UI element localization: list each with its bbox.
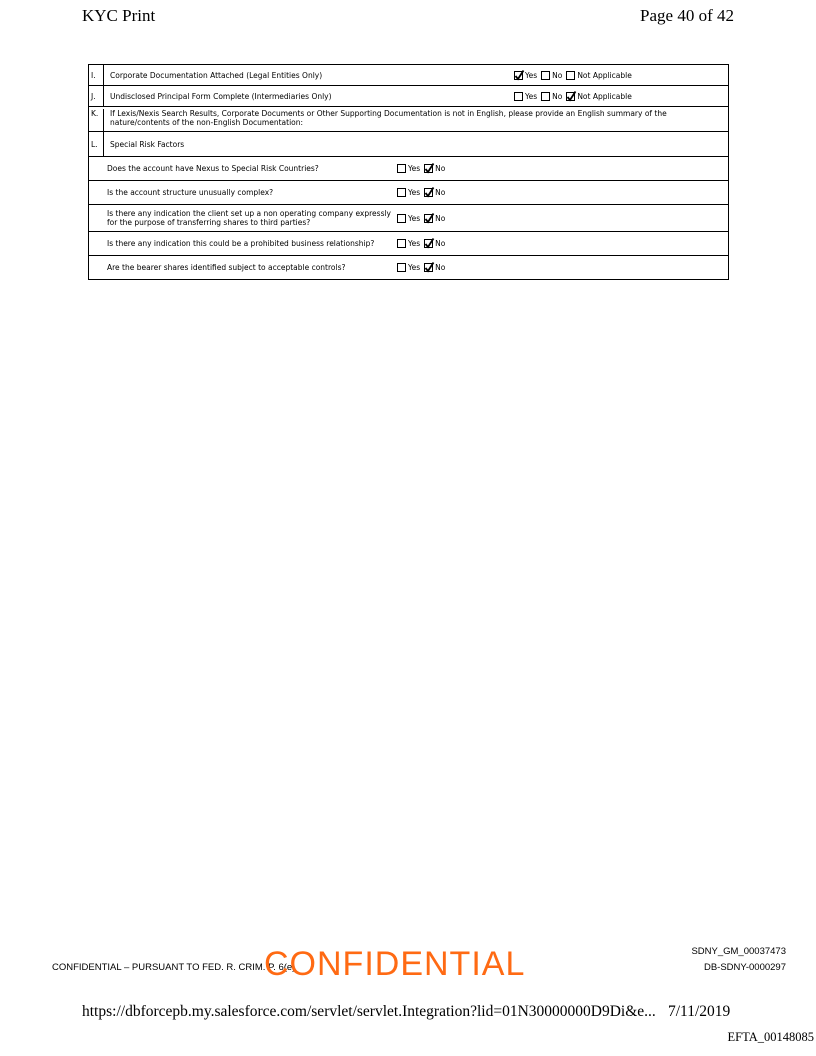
risk-factor-row — [89, 231, 728, 255]
checked-checkbox-icon — [424, 214, 433, 223]
item-k-text: If Lexis/Nexis Search Results, Corporate Documents or Other Supporting Documentation is not in English, please provide an English summary of the nature/contents of the non-English Documentation: — [110, 109, 667, 127]
bates-number-2: DB-SDNY-0000297 — [703, 962, 786, 973]
risk-factor-answer — [397, 164, 728, 173]
risk-factor-question: Is there any indication this could be a prohibited business relationship? — [107, 239, 375, 248]
option-yes — [514, 71, 537, 80]
checked-checkbox-icon — [424, 239, 433, 248]
option-label: Yes — [525, 70, 538, 80]
option-label: Yes — [408, 239, 421, 248]
option-label: Not Applicable — [577, 91, 632, 101]
option-label: No — [435, 188, 446, 197]
option-yes — [397, 239, 420, 248]
option-no — [541, 92, 562, 101]
option-label: Yes — [525, 91, 538, 101]
item-row — [89, 85, 728, 106]
risk-factor-question: Is there any indication the client set up a non operating company expressly for the purpose of transferring shares to third parties? — [107, 209, 392, 227]
item-l-row — [89, 131, 728, 156]
page-number: Page 40 of 42 — [640, 6, 734, 25]
item-text: Corporate Documentation Attached (Legal Entities Only) — [110, 70, 323, 80]
efta-number: EFTA_00148085 — [727, 1030, 814, 1044]
unchecked-checkbox-icon — [397, 164, 406, 173]
unchecked-checkbox-icon — [541, 92, 550, 101]
option-label: No — [552, 91, 563, 101]
option-yes — [514, 92, 537, 101]
option-label: Yes — [408, 263, 421, 272]
item-row — [89, 64, 728, 85]
option-no — [424, 164, 445, 173]
option-no — [424, 214, 445, 223]
item-options — [514, 92, 636, 101]
risk-factor-answer — [397, 239, 728, 248]
item-letter: K. — [89, 109, 104, 131]
unchecked-checkbox-icon — [566, 71, 575, 80]
unchecked-checkbox-icon — [397, 188, 406, 197]
risk-factor-row — [89, 156, 728, 180]
risk-factor-question: Are the bearer shares identified subject to acceptable controls? — [107, 263, 346, 272]
item-k-row — [89, 106, 728, 131]
option-label: No — [435, 239, 446, 248]
bates-number-1: SDNY_GM_00037473 — [691, 946, 786, 957]
option-yes — [397, 164, 420, 173]
item-letter: J. — [89, 86, 104, 106]
item-text: Undisclosed Principal Form Complete (Intermediaries Only) — [110, 91, 332, 101]
kyc-form-table — [88, 64, 729, 280]
checked-checkbox-icon — [566, 92, 575, 101]
option-yes — [397, 214, 420, 223]
source-url: https://dbforcepb.my.salesforce.com/servlet/servlet.Integration?lid=01N30000000D9Di&e... — [82, 1003, 656, 1020]
checked-checkbox-icon — [424, 164, 433, 173]
item-letter: I. — [89, 65, 104, 85]
risk-factor-question: Does the account have Nexus to Special Risk Countries? — [107, 164, 319, 173]
option-not-applicable — [566, 92, 632, 101]
risk-factor-answer — [397, 263, 728, 272]
item-letter: L. — [89, 132, 104, 156]
option-label: Yes — [408, 188, 421, 197]
unchecked-checkbox-icon — [397, 214, 406, 223]
option-label: Yes — [408, 213, 421, 223]
option-not-applicable — [566, 71, 632, 80]
checked-checkbox-icon — [514, 71, 523, 80]
header-title: KYC Print — [82, 6, 156, 25]
confidential-notice: CONFIDENTIAL – PURSUANT TO FED. R. CRIM. P. 6(e) — [52, 962, 296, 973]
option-label: No — [435, 263, 446, 272]
print-date: 7/11/2019 — [668, 1003, 731, 1020]
item-options — [514, 71, 636, 80]
option-no — [541, 71, 562, 80]
items-container — [89, 64, 728, 106]
option-label: No — [435, 213, 446, 223]
option-label: Yes — [408, 164, 421, 173]
option-no — [424, 188, 445, 197]
unchecked-checkbox-icon — [541, 71, 550, 80]
risk-factors-list — [89, 156, 728, 279]
confidential-stamp: CONFIDENTIAL — [264, 945, 526, 983]
risk-factor-row — [89, 180, 728, 204]
risk-factor-row — [89, 255, 728, 279]
option-yes — [397, 188, 420, 197]
checked-checkbox-icon — [424, 188, 433, 197]
option-label: No — [552, 70, 563, 80]
unchecked-checkbox-icon — [397, 239, 406, 248]
checked-checkbox-icon — [424, 263, 433, 272]
option-yes — [397, 263, 420, 272]
unchecked-checkbox-icon — [514, 92, 523, 101]
risk-factor-answer — [397, 188, 728, 197]
unchecked-checkbox-icon — [397, 263, 406, 272]
risk-factor-question: Is the account structure unusually complex? — [107, 188, 274, 197]
option-label: No — [435, 164, 446, 173]
item-l-text: Special Risk Factors — [110, 139, 185, 149]
option-label: Not Applicable — [577, 70, 632, 80]
option-no — [424, 263, 445, 272]
risk-factor-answer — [397, 214, 728, 223]
option-no — [424, 239, 445, 248]
risk-factor-row — [89, 204, 728, 231]
